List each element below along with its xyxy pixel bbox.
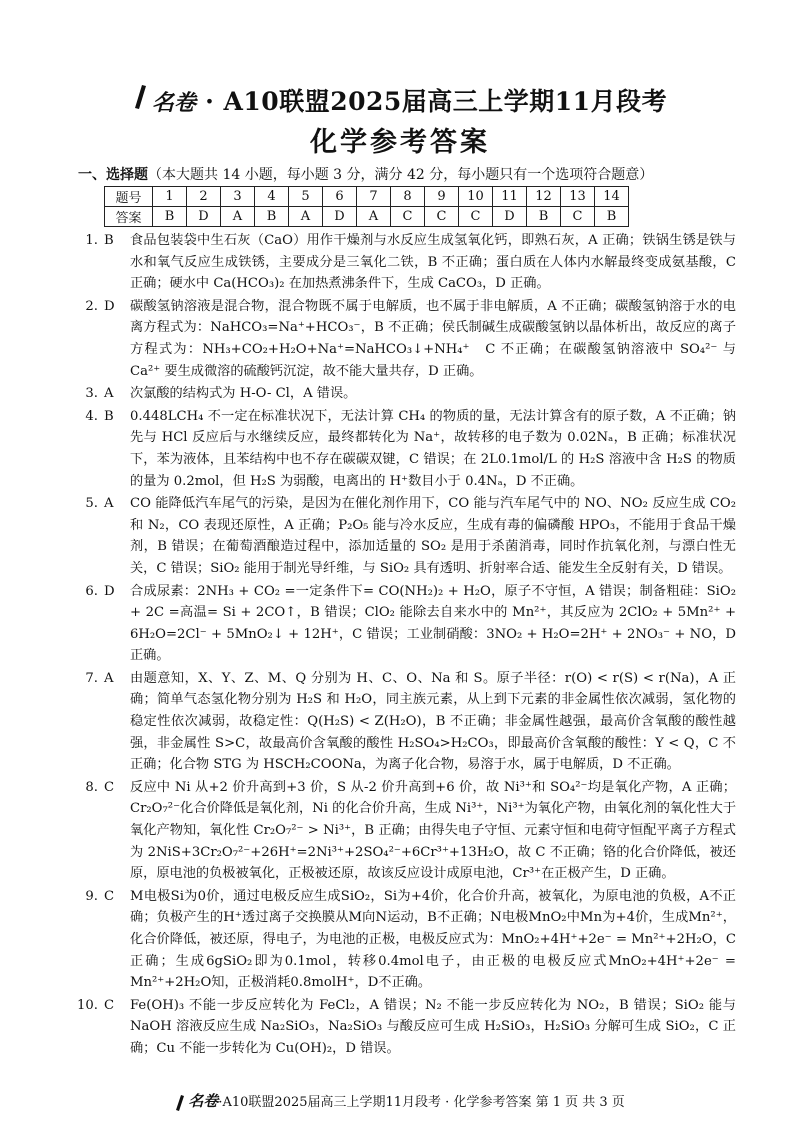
answer-table xyxy=(104,186,629,227)
item-answer: A xyxy=(104,670,114,686)
item-answer: C xyxy=(104,888,115,904)
item-text: 合成尿素：2NH₃ + CO₂ =一定条件下= CO(NH₂)₂ + H₂O，原子不守恒，A 错误；制备粗硅：SiO₂ + 2C =高温= Si + 2CO↑，B 错误；ClO₂ 能除去自来水中的 Mn²⁺，其反应为 2ClO₂ + 5Mn²⁺ + 6H₂O=2Cl⁻ + 5MnO₂↓ + 12H⁺，C 错误；工业制硝酸：3NO₂ + H₂O=2H⁺ + 2NO₃⁻ + NO，D 正确。 xyxy=(130,583,736,664)
item-text: 由题意知，X、Y、Z、M、Q 分别为 H、C、O、Na 和 S。原子半径：r(O) < r(S) < r(Na)，A 正确；简单气态氢化物分别为 H₂S 和 H₂O，同主族元素，从上到下元素的非金属性依次减弱，氢化物的稳定性依次减弱，故稳定性：Q(H₂S) < Z(H₂O)，B 不正确；非金属性越强，最高价含氧酸的酸性越强，非金属性 S>C，故最高价含氧酸的酸性 H₂SO₄>H₂CO₃，即最高价含氧酸的酸性：Y < Q，C 不正确；化合物 STG 为 HSCH₂COONa，为离子化合物，易溶于水，属于电解质，D 不正确。 xyxy=(130,670,736,773)
brand-logo-text: 名卷 xyxy=(152,89,197,116)
explanations xyxy=(76,230,736,1061)
question-number: 1 xyxy=(153,187,187,207)
footer-logo-text: 名卷 xyxy=(188,1092,219,1110)
row-label-answer: 答案 xyxy=(105,207,153,227)
explanation-item xyxy=(76,886,736,994)
section-heading xyxy=(78,164,653,184)
item-text: 反应中 Ni 从+2 价升高到+3 价，S 从-2 价升高到+6 价，故 Ni³⁺和 SO₄²⁻均是氧化产物，A 正确；Cr₂O₇²⁻化合价降低是氧化剂，Ni 的化合价升高，生成 Ni³⁺，Ni³⁺为氧化产物，由氧化剂的氧化性大于氧化产物知，氧化性 Cr₂O₇²⁻ > Ni³⁺，B 正确；由得失电子守恒、元素守恒和电荷守恒配平离子方程式为 2NiS+3Cr₂O₇²⁻+26H⁺=2Ni³⁺+2SO₄²⁻+6Cr³⁺+13H₂O，故 C 不正确；铬的化合价降低，被还原，原电池的负极被氧化，正极被还原，故该反应设计成原电池，Cr³⁺在正极产生，D 正确。 xyxy=(130,779,736,882)
question-number: 9 xyxy=(425,187,459,207)
footer-text: ·A10联盟2025届高三上学期11月段考 · 化学参考答案 第 1 页 共 3 页 xyxy=(218,1095,625,1110)
explanation-item xyxy=(76,777,736,885)
answer-cell: B xyxy=(153,207,187,227)
item-answer: D xyxy=(104,298,115,314)
title-row xyxy=(0,82,800,118)
question-number: 6 xyxy=(323,187,357,207)
answer-cell: D xyxy=(323,207,357,227)
page-footer xyxy=(0,1090,800,1111)
section-note: （本大题共 14 小题，每小题 3 分，满分 42 分，每小题只有一个选项符合题意） xyxy=(148,167,654,183)
question-number: 13 xyxy=(561,187,595,207)
answer-cell: A xyxy=(357,207,391,227)
explanation-item xyxy=(76,668,736,776)
explanation-item xyxy=(76,230,736,295)
item-answer: A xyxy=(104,496,114,512)
answer-table-answer-row xyxy=(105,207,629,227)
item-number: 3. xyxy=(85,386,98,402)
question-number: 14 xyxy=(595,187,629,207)
answer-cell: C xyxy=(561,207,595,227)
page-subtitle: 化学参考答案 xyxy=(310,127,490,158)
item-text: M电极Si为0价，通过电极反应生成SiO₂，Si为+4价，化合价升高，被氧化，为原电池的负极，A不正确；负极产生的H⁺透过离子交换膜从M向N运动，B不正确；N电极MnO₂中Mn为+4价，生成Mn²⁺，化合价降低，被还原，得电子，为电池的正极，电极反应式为：MnO₂+4H⁺+2e⁻ = Mn²⁺+2H₂O，C正确；生成6gSiO₂即为0.1mol，转移0.4mol电子，由正极的电极反应式MnO₂+4H⁺+2e⁻ = Mn²⁺+2H₂O知，正极消耗0.8molH⁺，D不正确。 xyxy=(130,888,736,991)
page-title: · A10联盟2025届高三上学期11月段考 xyxy=(205,87,668,116)
item-number: 7. xyxy=(85,670,98,686)
brush-stroke-icon xyxy=(175,1095,184,1111)
question-number: 4 xyxy=(255,187,289,207)
item-number: 1. xyxy=(85,233,98,248)
answer-cell: C xyxy=(425,207,459,227)
question-number: 5 xyxy=(289,187,323,207)
explanation-item xyxy=(76,296,736,382)
explanation-item xyxy=(76,581,736,667)
question-number: 2 xyxy=(187,187,221,207)
item-text: 食品包装袋中生石灰（CaO）用作干燥剂与水反应生成氢氧化钙，即熟石灰，A 正确；铁锅生锈是铁与水和氧气反应生成铁锈，主要成分是三氧化二铁，B 不正确；蛋白质在人体内水解最终变成氨基酸，C 正确；硬水中 Ca(HCO₃)₂ 在加热煮沸条件下，生成 CaCO₃，D 正确。 xyxy=(130,233,736,292)
explanation-item xyxy=(76,493,736,579)
item-number: 8. xyxy=(85,779,98,795)
item-text: 0.448LCH₄ 不一定在标准状况下，无法计算 CH₄ 的物质的量，无法计算含有的原子数，A 不正确；钠先与 HCl 反应后与水继续反应，最终都转化为 Na⁺，故转移的电子数为 0.02Nₐ，B 正确；标准状况下，苯为液体，且苯结构中也不存在碳碳双键，C 错误；在 2L0.1mol/L 的 H₂S 溶液中含 H₂S 的物质的量为 0.2mol，但 H₂S 为弱酸，电离出的 H⁺数目小于 0.4Nₐ，D 不正确。 xyxy=(130,408,736,489)
answer-cell: B xyxy=(595,207,629,227)
brand-logo xyxy=(133,84,196,117)
section-label: 一、选择题 xyxy=(78,167,148,183)
item-number: 4. xyxy=(85,408,98,424)
item-text: Fe(OH)₃ 不能一步反应转化为 FeCl₂，A 错误；N₂ 不能一步反应转化为 NO₂，B 错误；SiO₂ 能与 NaOH 溶液反应生成 Na₂SiO₃，Na₂SiO₃ 与酸反应可生成 H₂SiO₃，H₂SiO₃ 分解可生成 SiO₂，C 正确；Cu 不能一步转化为 Cu(OH)₂，D 错误。 xyxy=(130,997,736,1056)
answer-table-number-row xyxy=(105,187,629,207)
item-text: CO 能降低汽车尾气的污染，是因为在催化剂作用下，CO 能与汽车尾气中的 NO、NO₂ 反应生成 CO₂ 和 N₂，CO 表现还原性，A 正确；P₂O₅ 能与冷水反应，生成有毒的偏磷酸 HPO₃，不能用于食品干燥剂，B 错误；在葡萄酒酿造过程中，添加适量的 SO₂ 是用于杀菌消毒，同时作抗氧化剂，与漂白性无关，C 错误；SiO₂ 能用于制光导纤维，与 SiO₂ 具有透明、折射率合适、能发生全反射有关，D 错误。 xyxy=(130,496,736,576)
answer-cell: A xyxy=(221,207,255,227)
question-number: 12 xyxy=(527,187,561,207)
item-answer: C xyxy=(104,997,115,1013)
item-answer: D xyxy=(104,583,115,599)
item-number: 9. xyxy=(85,888,98,904)
brush-stroke-icon xyxy=(133,84,147,110)
item-number: 10. xyxy=(77,997,98,1013)
item-text: 碳酸氢钠溶液是混合物，混合物既不属于电解质，也不属于非电解质，A 不正确；碳酸氢钠溶于水的电离方程式为：NaHCO₃=Na⁺+HCO₃⁻，B 不正确；侯氏制碱生成碳酸氢钠以晶体析出，故反应的离子方程式为：NH₃+CO₂+H₂O+Na⁺=NaHCO₃↓+NH₄⁺ C 不正确；在碳酸氢钠溶液中 SO₄²⁻ 与 Ca²⁺ 要生成微溶的硫酸钙沉淀，故不能大量共存，D 正确。 xyxy=(130,298,736,379)
question-number: 7 xyxy=(357,187,391,207)
item-answer: B xyxy=(104,408,114,424)
answer-cell: C xyxy=(459,207,493,227)
explanation-item xyxy=(76,995,736,1060)
item-answer: C xyxy=(104,779,115,795)
explanation-item xyxy=(76,383,736,405)
item-number: 2. xyxy=(85,298,98,314)
item-answer: A xyxy=(104,386,114,402)
question-number: 8 xyxy=(391,187,425,207)
answer-cell: A xyxy=(289,207,323,227)
question-number: 10 xyxy=(459,187,493,207)
question-number: 11 xyxy=(493,187,527,207)
answer-cell: B xyxy=(527,207,561,227)
explanation-item xyxy=(76,406,736,492)
item-text: 次氯酸的结构式为 H-O- Cl，A 错误。 xyxy=(130,386,357,402)
answer-cell: C xyxy=(391,207,425,227)
question-number: 3 xyxy=(221,187,255,207)
answer-cell: B xyxy=(255,207,289,227)
row-label-number: 题号 xyxy=(105,187,153,207)
item-number: 5. xyxy=(85,496,98,512)
item-number: 6. xyxy=(85,583,98,599)
item-answer: B xyxy=(104,233,114,248)
answer-cell: D xyxy=(493,207,527,227)
answer-cell: D xyxy=(187,207,221,227)
